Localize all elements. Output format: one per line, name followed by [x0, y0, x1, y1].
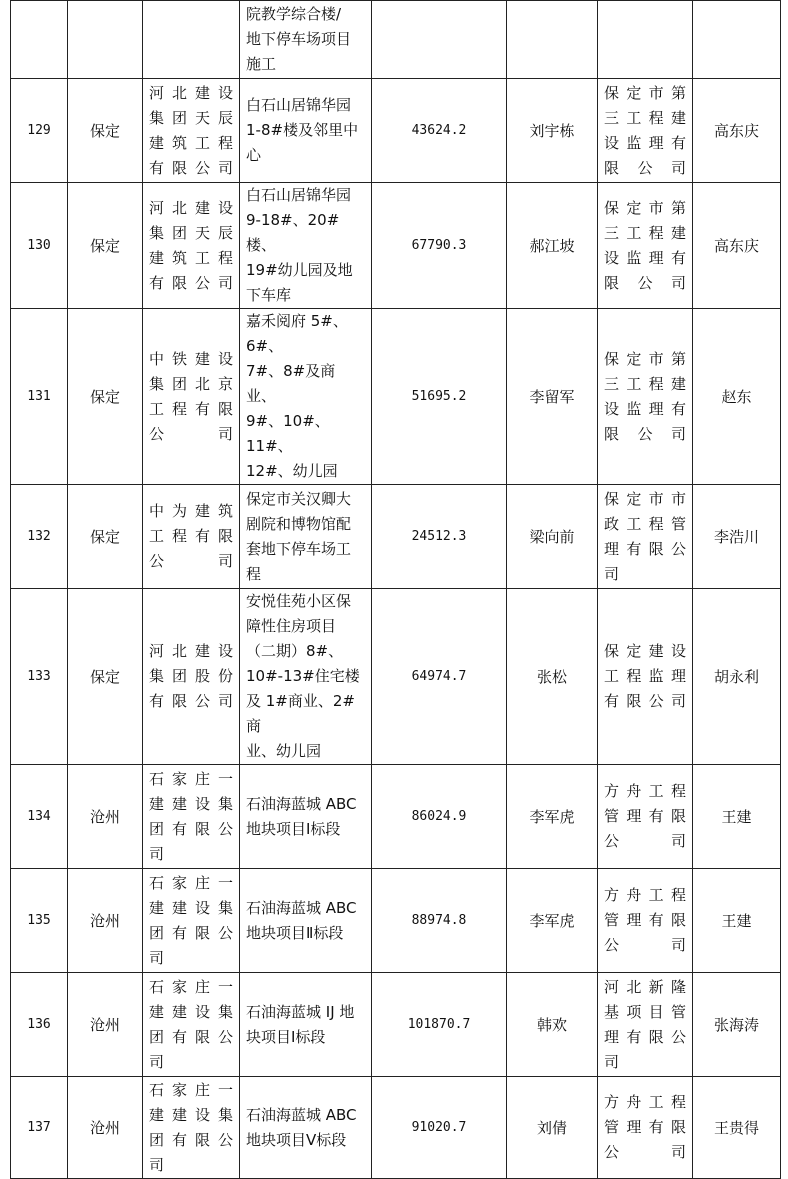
cell-area: 86024.9	[372, 765, 507, 869]
cell-area: 43624.2	[372, 79, 507, 183]
cell-no: 130	[11, 183, 68, 309]
cell-area: 91020.7	[372, 1077, 507, 1179]
cell-area: 24512.3	[372, 485, 507, 589]
cell-manager: 张松	[507, 589, 598, 765]
cell-company: 河北建设 集团天辰 建筑工程 有限公司	[143, 183, 240, 309]
cell-no	[11, 1, 68, 79]
cell-area	[372, 1, 507, 79]
cell-manager	[507, 1, 598, 79]
cell-supervisor: 方舟工程 管理有限 公司	[598, 869, 693, 973]
cell-supervisor: 方舟工程 管理有限 公司	[598, 765, 693, 869]
cell-city: 沧州	[68, 765, 143, 869]
cell-manager: 刘宇栋	[507, 79, 598, 183]
table-row	[11, 183, 781, 309]
cell-manager: 刘倩	[507, 1077, 598, 1179]
cell-chief: 李浩川	[693, 485, 781, 589]
table-row	[11, 485, 781, 589]
cell-company: 中铁建设 集团北京 工程有限 公司	[143, 309, 240, 485]
cell-project: 白石山居锦华园 1-8#楼及邻里中 心	[240, 79, 372, 183]
cell-city: 保定	[68, 589, 143, 765]
cell-chief: 王建	[693, 869, 781, 973]
cell-chief: 高东庆	[693, 183, 781, 309]
cell-no: 129	[11, 79, 68, 183]
cell-no: 137	[11, 1077, 68, 1179]
cell-supervisor: 保定建设 工程监理 有限公司	[598, 589, 693, 765]
cell-no: 136	[11, 973, 68, 1077]
cell-no: 132	[11, 485, 68, 589]
project-table-sheet	[10, 0, 780, 1174]
cell-project: 石油海蓝城 ABC 地块项目Ⅴ标段	[240, 1077, 372, 1179]
cell-area: 88974.8	[372, 869, 507, 973]
cell-area: 64974.7	[372, 589, 507, 765]
table-row	[11, 973, 781, 1077]
cell-project: 嘉禾阅府 5#、6#、 7#、8#及商业、 9#、10#、11#、 12#、幼儿园	[240, 309, 372, 485]
cell-chief	[693, 1, 781, 79]
cell-supervisor: 保定市第 三工程建 设监理有 限公司	[598, 183, 693, 309]
cell-city: 沧州	[68, 973, 143, 1077]
cell-chief: 高东庆	[693, 79, 781, 183]
cell-company: 中为建筑 工程有限 公司	[143, 485, 240, 589]
cell-city: 保定	[68, 79, 143, 183]
table-row	[11, 79, 781, 183]
cell-company	[143, 1, 240, 79]
cell-project: 白石山居锦华园 9-18#、20#楼、 19#幼儿园及地 下车库	[240, 183, 372, 309]
cell-project: 保定市关汉卿大 剧院和博物馆配 套地下停车场工 程	[240, 485, 372, 589]
cell-manager: 李军虎	[507, 765, 598, 869]
cell-city: 保定	[68, 309, 143, 485]
cell-chief: 王建	[693, 765, 781, 869]
cell-manager: 李留军	[507, 309, 598, 485]
project-table	[10, 0, 781, 1179]
cell-manager: 梁向前	[507, 485, 598, 589]
cell-company: 石家庄一 建建设集 团有限公 司	[143, 973, 240, 1077]
cell-company: 石家庄一 建建设集 团有限公 司	[143, 765, 240, 869]
cell-manager: 郝江坡	[507, 183, 598, 309]
table-row	[11, 869, 781, 973]
cell-project: 石油海蓝城 ABC 地块项目Ⅱ标段	[240, 869, 372, 973]
cell-company: 石家庄一 建建设集 团有限公 司	[143, 869, 240, 973]
cell-company: 河北建设 集团股份 有限公司	[143, 589, 240, 765]
cell-chief: 王贵得	[693, 1077, 781, 1179]
cell-city: 保定	[68, 485, 143, 589]
table-row	[11, 589, 781, 765]
cell-no: 135	[11, 869, 68, 973]
cell-chief: 张海涛	[693, 973, 781, 1077]
cell-supervisor: 河北新隆 基项目管 理有限公 司	[598, 973, 693, 1077]
cell-supervisor	[598, 1, 693, 79]
cell-area: 101870.7	[372, 973, 507, 1077]
cell-project: 石油海蓝城 ABC 地块项目Ⅰ标段	[240, 765, 372, 869]
cell-supervisor: 保定市第 三工程建 设监理有 限公司	[598, 309, 693, 485]
cell-area: 51695.2	[372, 309, 507, 485]
cell-chief: 胡永利	[693, 589, 781, 765]
cell-city	[68, 1, 143, 79]
cell-no: 134	[11, 765, 68, 869]
cell-project: 院教学综合楼/ 地下停车场项目 施工	[240, 1, 372, 79]
cell-manager: 韩欢	[507, 973, 598, 1077]
table-row	[11, 1077, 781, 1179]
cell-project: 安悦佳苑小区保 障性住房项目 （二期）8#、 10#-13#住宅楼 及 1#商业、2#商 业、幼儿园	[240, 589, 372, 765]
table-body	[11, 1, 781, 1179]
cell-city: 保定	[68, 183, 143, 309]
cell-chief: 赵东	[693, 309, 781, 485]
cell-city: 沧州	[68, 1077, 143, 1179]
cell-supervisor: 保定市市 政工程管 理有限公 司	[598, 485, 693, 589]
cell-project: 石油海蓝城 IJ 地 块项目Ⅰ标段	[240, 973, 372, 1077]
table-row-continued	[11, 1, 781, 79]
table-row	[11, 765, 781, 869]
cell-city: 沧州	[68, 869, 143, 973]
cell-no: 131	[11, 309, 68, 485]
cell-company: 石家庄一 建建设集 团有限公 司	[143, 1077, 240, 1179]
cell-no: 133	[11, 589, 68, 765]
cell-supervisor: 方舟工程 管理有限 公司	[598, 1077, 693, 1179]
table-row	[11, 309, 781, 485]
cell-company: 河北建设 集团天辰 建筑工程 有限公司	[143, 79, 240, 183]
cell-supervisor: 保定市第 三工程建 设监理有 限公司	[598, 79, 693, 183]
cell-manager: 李军虎	[507, 869, 598, 973]
cell-area: 67790.3	[372, 183, 507, 309]
